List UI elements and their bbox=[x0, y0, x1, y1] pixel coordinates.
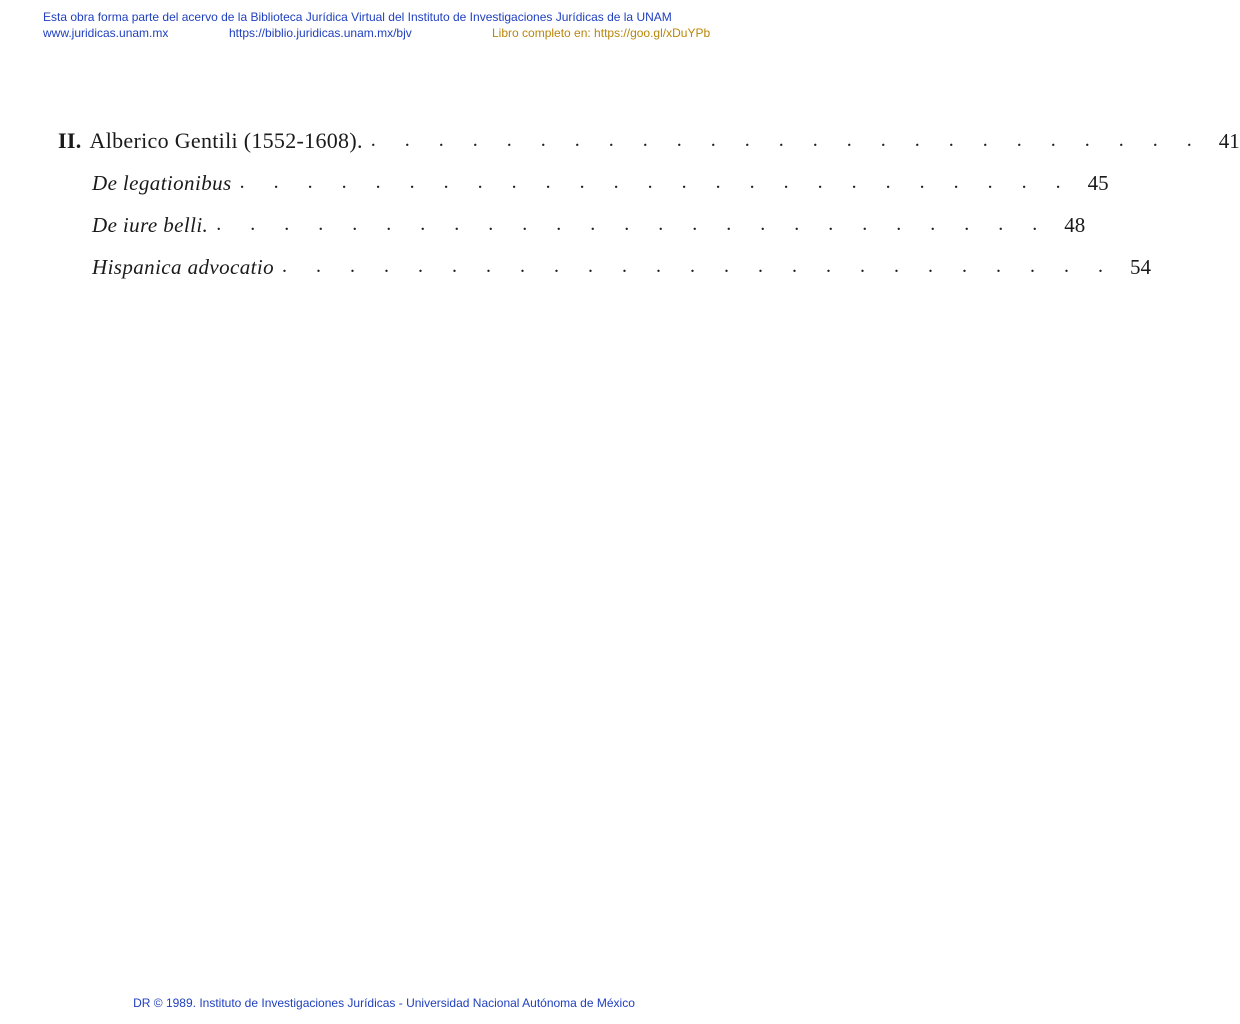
toc-title-text: De iure belli. bbox=[92, 213, 216, 238]
toc-page-number: 45 bbox=[1087, 170, 1109, 195]
dot-leader: . . . . . . . . . . . . . . . . . . . . . . . . . bbox=[370, 129, 1204, 151]
dot-leader: . . . . . . . . . . . . . . . . . . . . . . . . . bbox=[282, 255, 1115, 277]
toc-entry-title bbox=[58, 128, 371, 154]
bjv-link[interactable]: https://biblio.juridicas.unam.mx/bjv bbox=[229, 26, 412, 40]
dot-leader: . . . . . . . . . . . . . . . . . . . . . . . . . bbox=[216, 213, 1050, 235]
toc-title-text: Hispanica advocatio bbox=[92, 255, 282, 280]
toc-title-text: Alberico Gentili (1552-1608). bbox=[89, 128, 363, 153]
toc-entry-hispanica-advocatio bbox=[58, 246, 1151, 288]
toc-page-number: 41 bbox=[1218, 128, 1240, 153]
toc-entry-legationibus bbox=[58, 162, 1109, 204]
header-links bbox=[43, 25, 733, 41]
table-of-contents bbox=[58, 120, 1240, 288]
page-header bbox=[43, 9, 733, 41]
site-link[interactable]: www.juridicas.unam.mx bbox=[43, 26, 169, 40]
dot-leader: . . . . . . . . . . . . . . . . . . . . . . . . . bbox=[239, 171, 1073, 193]
toc-title-text: De legationibus bbox=[92, 171, 240, 196]
collection-notice: Esta obra forma parte del acervo de la Biblioteca Jurídica Virtual del Instituto de Investigaciones Jurídicas de la UNAM bbox=[43, 10, 672, 24]
full-book-link[interactable]: Libro completo en: https://goo.gl/xDuYPb bbox=[492, 26, 711, 40]
toc-page-number: 54 bbox=[1130, 254, 1151, 279]
toc-page-number: 48 bbox=[1064, 212, 1086, 237]
copyright-footer: DR © 1989. Instituto de Investigaciones Jurídicas - Universidad Nacional Autónoma de México bbox=[133, 996, 635, 1010]
toc-entry-gentili bbox=[58, 120, 1240, 162]
toc-entry-iure-belli bbox=[58, 204, 1086, 246]
section-numeral: II. bbox=[58, 128, 82, 153]
